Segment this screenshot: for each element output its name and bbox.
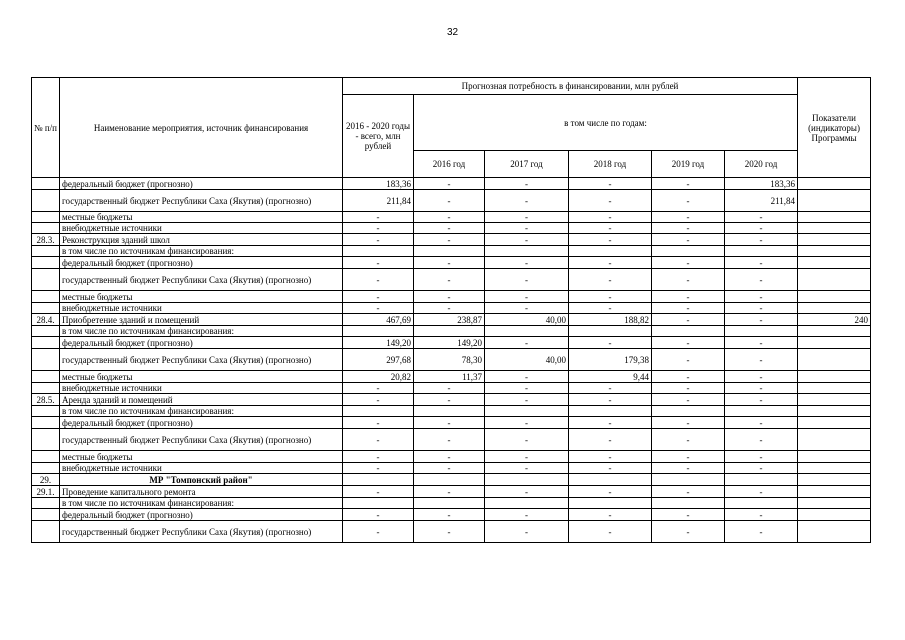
row-year-value: - — [569, 521, 652, 543]
row-number — [32, 190, 60, 212]
row-year-value — [414, 406, 485, 417]
row-name: федеральный бюджет (прогнозно) — [60, 509, 343, 521]
row-indicator — [798, 394, 871, 406]
row-year-value: - — [652, 383, 725, 394]
row-year-value: - — [569, 451, 652, 463]
row-indicator — [798, 371, 871, 383]
row-year-value: - — [414, 257, 485, 269]
row-year-value: - — [485, 212, 569, 223]
row-indicator — [798, 429, 871, 451]
row-year-value: 238,87 — [414, 314, 485, 326]
row-name: государственный бюджет Республики Саха (Якутия) (прогнозно) — [60, 521, 343, 543]
row-year-value — [414, 326, 485, 337]
row-number — [32, 521, 60, 543]
row-year-value: - — [652, 190, 725, 212]
table-row — [32, 223, 871, 234]
row-year-value: - — [725, 371, 798, 383]
row-total: 149,20 — [343, 337, 414, 349]
row-year-value — [414, 246, 485, 257]
table-row — [32, 291, 871, 303]
row-name: МР "Томпонский район" — [60, 474, 343, 486]
row-year-value: - — [652, 303, 725, 314]
row-year-value: - — [652, 314, 725, 326]
row-year-value: - — [652, 451, 725, 463]
row-year-value: - — [414, 394, 485, 406]
row-number — [32, 463, 60, 474]
row-number — [32, 246, 60, 257]
row-year-value — [725, 326, 798, 337]
row-name: местные бюджеты — [60, 451, 343, 463]
row-year-value: - — [569, 190, 652, 212]
table-row — [32, 451, 871, 463]
row-year-value: 9,44 — [569, 371, 652, 383]
row-total: 467,69 — [343, 314, 414, 326]
row-year-value — [652, 246, 725, 257]
row-name: государственный бюджет Республики Саха (Якутия) (прогнозно) — [60, 429, 343, 451]
row-year-value: - — [569, 303, 652, 314]
header-total: 2016 - 2020 годы - всего, млн рублей — [343, 95, 414, 178]
row-indicator — [798, 212, 871, 223]
row-year-value: - — [485, 486, 569, 498]
row-year-value — [569, 406, 652, 417]
row-number: 28.5. — [32, 394, 60, 406]
row-total: - — [343, 223, 414, 234]
row-year-value: - — [725, 223, 798, 234]
row-number — [32, 257, 60, 269]
row-name: федеральный бюджет (прогнозно) — [60, 417, 343, 429]
table-row — [32, 371, 871, 383]
row-number — [32, 383, 60, 394]
row-total: - — [343, 257, 414, 269]
row-year-value: - — [569, 234, 652, 246]
row-indicator — [798, 406, 871, 417]
row-total: - — [343, 303, 414, 314]
row-total: - — [343, 269, 414, 291]
row-year-value: - — [485, 190, 569, 212]
row-year-value — [569, 474, 652, 486]
table-row — [32, 212, 871, 223]
row-indicator — [798, 463, 871, 474]
row-year-value: - — [652, 349, 725, 371]
row-name: в том числе по источникам финансирования: — [60, 498, 343, 509]
row-year-value: - — [569, 383, 652, 394]
row-total: - — [343, 383, 414, 394]
row-year-value — [569, 246, 652, 257]
row-indicator — [798, 234, 871, 246]
row-year-value: - — [725, 314, 798, 326]
row-year-value: - — [652, 371, 725, 383]
row-total — [343, 326, 414, 337]
row-year-value: - — [725, 394, 798, 406]
row-year-value: - — [485, 463, 569, 474]
table-row — [32, 509, 871, 521]
row-name: внебюджетные источники — [60, 223, 343, 234]
row-year-value: - — [485, 234, 569, 246]
table-row — [32, 521, 871, 543]
row-year-value: - — [725, 429, 798, 451]
row-year-value: - — [725, 257, 798, 269]
row-year-value — [485, 246, 569, 257]
row-year-value — [725, 406, 798, 417]
row-year-value: - — [414, 291, 485, 303]
row-name: внебюджетные источники — [60, 303, 343, 314]
row-year-value: 211,84 — [725, 190, 798, 212]
row-year-value: - — [569, 429, 652, 451]
row-total: 20,82 — [343, 371, 414, 383]
row-indicator — [798, 417, 871, 429]
row-year-value: - — [414, 303, 485, 314]
row-year-value: - — [725, 451, 798, 463]
row-name: местные бюджеты — [60, 212, 343, 223]
row-year-value — [414, 474, 485, 486]
row-year-value: - — [652, 212, 725, 223]
row-indicator — [798, 190, 871, 212]
row-year-value: - — [652, 178, 725, 190]
row-year-value — [652, 406, 725, 417]
row-number — [32, 429, 60, 451]
row-indicator — [798, 509, 871, 521]
row-name: местные бюджеты — [60, 371, 343, 383]
row-year-value: - — [485, 178, 569, 190]
header-year: 2016 год — [414, 151, 485, 178]
table-row — [32, 429, 871, 451]
row-year-value: - — [652, 521, 725, 543]
table-row — [32, 486, 871, 498]
row-indicator — [798, 269, 871, 291]
row-number: 28.4. — [32, 314, 60, 326]
row-total — [343, 406, 414, 417]
row-year-value: - — [569, 178, 652, 190]
row-name: государственный бюджет Республики Саха (Якутия) (прогнозно) — [60, 349, 343, 371]
row-year-value: - — [485, 303, 569, 314]
row-total: - — [343, 429, 414, 451]
row-year-value — [569, 326, 652, 337]
row-name: государственный бюджет Республики Саха (Якутия) (прогнозно) — [60, 190, 343, 212]
row-year-value: - — [652, 234, 725, 246]
row-name: местные бюджеты — [60, 291, 343, 303]
row-year-value: - — [414, 486, 485, 498]
row-indicator — [798, 349, 871, 371]
row-indicator — [798, 303, 871, 314]
row-number: 29. — [32, 474, 60, 486]
row-total: - — [343, 212, 414, 223]
row-name: в том числе по источникам финансирования: — [60, 326, 343, 337]
table-row — [32, 326, 871, 337]
row-year-value: - — [725, 212, 798, 223]
table-row — [32, 303, 871, 314]
table-row — [32, 394, 871, 406]
table-row — [32, 246, 871, 257]
row-name: внебюджетные источники — [60, 383, 343, 394]
row-number — [32, 223, 60, 234]
row-year-value — [485, 406, 569, 417]
header-num: № п/п — [32, 78, 60, 178]
row-year-value: 40,00 — [485, 314, 569, 326]
row-year-value: - — [485, 223, 569, 234]
row-indicator — [798, 257, 871, 269]
row-name: Аренда зданий и помещений — [60, 394, 343, 406]
row-number — [32, 509, 60, 521]
row-year-value: - — [414, 178, 485, 190]
header-year: 2020 год — [725, 151, 798, 178]
row-name: федеральный бюджет (прогнозно) — [60, 257, 343, 269]
row-year-value: - — [485, 394, 569, 406]
row-number: 28.3. — [32, 234, 60, 246]
row-year-value: - — [652, 394, 725, 406]
row-year-value: 11,37 — [414, 371, 485, 383]
row-year-value: - — [414, 429, 485, 451]
table-row — [32, 257, 871, 269]
row-number — [32, 371, 60, 383]
row-year-value: - — [485, 417, 569, 429]
row-year-value: - — [569, 257, 652, 269]
row-year-value: - — [414, 383, 485, 394]
row-year-value: - — [485, 291, 569, 303]
row-year-value: 179,38 — [569, 349, 652, 371]
table-row — [32, 406, 871, 417]
table-header — [32, 78, 871, 178]
table-row — [32, 349, 871, 371]
row-year-value: - — [485, 521, 569, 543]
row-year-value: - — [725, 463, 798, 474]
row-year-value: - — [414, 212, 485, 223]
row-year-value: - — [652, 463, 725, 474]
row-total: 183,36 — [343, 178, 414, 190]
row-year-value — [652, 474, 725, 486]
row-year-value: - — [725, 486, 798, 498]
row-total — [343, 474, 414, 486]
row-total: - — [343, 509, 414, 521]
row-number — [32, 451, 60, 463]
row-year-value: - — [485, 371, 569, 383]
row-year-value: - — [414, 509, 485, 521]
row-indicator — [798, 486, 871, 498]
table-row — [32, 234, 871, 246]
table-row — [32, 178, 871, 190]
row-year-value: - — [414, 223, 485, 234]
row-total: 211,84 — [343, 190, 414, 212]
header-forecast: Прогнозная потребность в финансировании, млн рублей — [343, 78, 798, 95]
row-year-value: 183,36 — [725, 178, 798, 190]
row-number — [32, 303, 60, 314]
row-name: в том числе по источникам финансирования: — [60, 406, 343, 417]
row-year-value: - — [725, 234, 798, 246]
row-year-value: - — [485, 429, 569, 451]
table-row — [32, 314, 871, 326]
row-year-value: 188,82 — [569, 314, 652, 326]
row-year-value — [485, 498, 569, 509]
table-body — [32, 178, 871, 543]
row-year-value: - — [725, 417, 798, 429]
row-year-value: - — [485, 257, 569, 269]
row-year-value: - — [569, 212, 652, 223]
header-year: 2018 год — [569, 151, 652, 178]
row-indicator — [798, 326, 871, 337]
row-year-value: - — [485, 451, 569, 463]
row-year-value: - — [652, 337, 725, 349]
row-name: государственный бюджет Республики Саха (Якутия) (прогнозно) — [60, 269, 343, 291]
row-year-value: - — [725, 383, 798, 394]
row-year-value: - — [569, 463, 652, 474]
table-row — [32, 269, 871, 291]
row-indicator: 240 — [798, 314, 871, 326]
row-number — [32, 349, 60, 371]
row-year-value: - — [725, 303, 798, 314]
row-indicator — [798, 246, 871, 257]
row-year-value: - — [652, 291, 725, 303]
row-year-value: - — [725, 521, 798, 543]
row-year-value: - — [485, 383, 569, 394]
row-year-value — [485, 474, 569, 486]
row-year-value — [414, 498, 485, 509]
row-year-value: - — [725, 509, 798, 521]
row-year-value — [725, 474, 798, 486]
row-indicator — [798, 178, 871, 190]
row-year-value: - — [569, 269, 652, 291]
row-year-value: - — [414, 463, 485, 474]
header-year: 2019 год — [652, 151, 725, 178]
row-number — [32, 212, 60, 223]
row-name: внебюджетные источники — [60, 463, 343, 474]
row-year-value: - — [725, 337, 798, 349]
row-year-value — [652, 498, 725, 509]
table-row — [32, 337, 871, 349]
table-row — [32, 190, 871, 212]
row-indicator — [798, 498, 871, 509]
table-row — [32, 474, 871, 486]
row-indicator — [798, 521, 871, 543]
row-indicator — [798, 474, 871, 486]
row-year-value: - — [725, 269, 798, 291]
row-number — [32, 326, 60, 337]
row-name: Реконструкция зданий школ — [60, 234, 343, 246]
row-indicator — [798, 223, 871, 234]
row-year-value: - — [414, 417, 485, 429]
row-name: в том числе по источникам финансирования: — [60, 246, 343, 257]
row-year-value: - — [569, 417, 652, 429]
row-year-value: - — [569, 486, 652, 498]
table-row — [32, 383, 871, 394]
row-number — [32, 269, 60, 291]
row-total: - — [343, 394, 414, 406]
row-year-value: - — [652, 509, 725, 521]
row-year-value: 149,20 — [414, 337, 485, 349]
header-year: 2017 год — [485, 151, 569, 178]
row-year-value: - — [414, 521, 485, 543]
row-year-value: - — [485, 337, 569, 349]
header-indicators: Показатели (индикаторы) Программы — [798, 78, 871, 178]
row-year-value: - — [652, 257, 725, 269]
row-total: 297,68 — [343, 349, 414, 371]
row-indicator — [798, 383, 871, 394]
table-row — [32, 417, 871, 429]
row-year-value: 40,00 — [485, 349, 569, 371]
row-year-value — [485, 326, 569, 337]
row-total: - — [343, 451, 414, 463]
row-total: - — [343, 486, 414, 498]
row-year-value: - — [725, 349, 798, 371]
row-year-value: - — [652, 269, 725, 291]
row-name: Приобретение зданий и помещений — [60, 314, 343, 326]
row-year-value: - — [569, 223, 652, 234]
row-year-value: - — [485, 269, 569, 291]
row-total: - — [343, 417, 414, 429]
row-year-value: - — [652, 223, 725, 234]
row-total: - — [343, 463, 414, 474]
row-number: 29.1. — [32, 486, 60, 498]
row-year-value: - — [414, 234, 485, 246]
row-year-value: - — [569, 291, 652, 303]
table-row — [32, 463, 871, 474]
row-year-value — [725, 246, 798, 257]
row-year-value: - — [652, 417, 725, 429]
row-number — [32, 406, 60, 417]
row-indicator — [798, 337, 871, 349]
row-total: - — [343, 521, 414, 543]
row-number — [32, 337, 60, 349]
financing-table — [31, 77, 871, 543]
row-total — [343, 246, 414, 257]
row-name: федеральный бюджет (прогнозно) — [60, 337, 343, 349]
header-by-years: в том числе по годам: — [414, 95, 798, 151]
row-year-value — [569, 498, 652, 509]
row-year-value: - — [485, 509, 569, 521]
row-year-value: - — [569, 509, 652, 521]
row-year-value: - — [414, 451, 485, 463]
row-name: федеральный бюджет (прогнозно) — [60, 178, 343, 190]
row-indicator — [798, 291, 871, 303]
row-year-value: 78,30 — [414, 349, 485, 371]
page-number: 32 — [446, 27, 459, 38]
row-year-value: - — [725, 291, 798, 303]
row-indicator — [798, 451, 871, 463]
row-total — [343, 498, 414, 509]
row-year-value: - — [652, 486, 725, 498]
row-name: Проведение капитального ремонта — [60, 486, 343, 498]
row-number — [32, 178, 60, 190]
row-number — [32, 291, 60, 303]
row-total: - — [343, 234, 414, 246]
row-number — [32, 498, 60, 509]
row-year-value: - — [569, 394, 652, 406]
row-year-value: - — [414, 190, 485, 212]
header-name: Наименование мероприятия, источник финансирования — [60, 78, 343, 178]
row-year-value: - — [414, 269, 485, 291]
row-total: - — [343, 291, 414, 303]
table-row — [32, 498, 871, 509]
row-year-value — [652, 326, 725, 337]
row-number — [32, 417, 60, 429]
row-year-value — [725, 498, 798, 509]
row-year-value: - — [569, 337, 652, 349]
row-year-value: - — [652, 429, 725, 451]
